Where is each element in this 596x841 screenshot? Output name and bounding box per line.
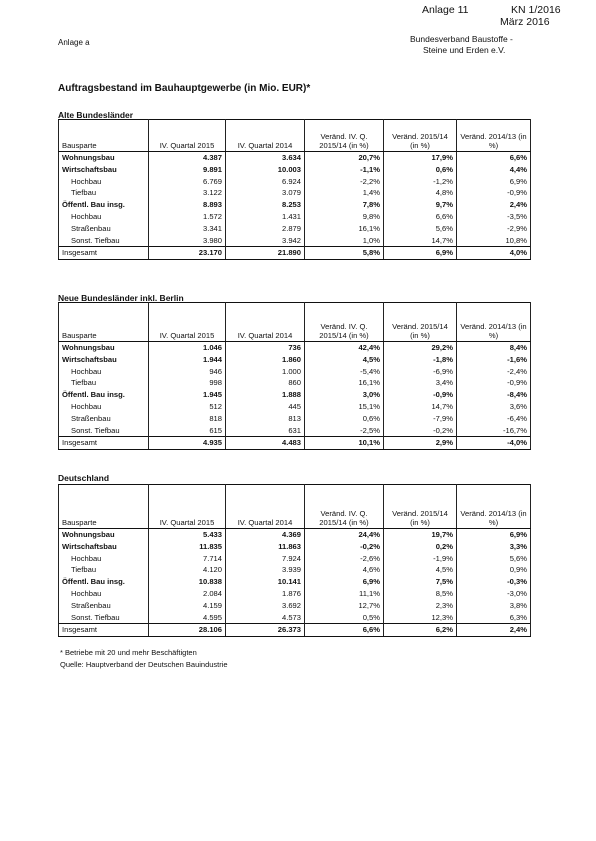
column-header: IV. Quartal 2014: [226, 485, 305, 529]
table-row: [59, 541, 531, 553]
table-row: [59, 588, 531, 600]
value-cell: -2,5%: [305, 425, 384, 437]
value-cell: -1,8%: [384, 354, 457, 366]
column-header: Bausparte: [59, 303, 149, 342]
value-cell: -2,2%: [305, 176, 384, 188]
value-cell: 3.122: [149, 187, 226, 199]
table-row: [59, 425, 531, 437]
column-header: IV. Quartal 2015: [149, 120, 226, 152]
value-cell: 0,2%: [384, 541, 457, 553]
row-label: Hochbau: [59, 401, 149, 413]
value-cell: 3.692: [226, 600, 305, 612]
value-cell: -0,9%: [457, 187, 531, 199]
value-cell: 3,8%: [457, 600, 531, 612]
row-label: Straßenbau: [59, 223, 149, 235]
value-cell: 1.431: [226, 211, 305, 223]
value-cell: 24,4%: [305, 529, 384, 541]
value-cell: 5.433: [149, 529, 226, 541]
value-cell: -0,9%: [457, 377, 531, 389]
table-row: [59, 187, 531, 199]
row-label: Öffentl. Bau insg.: [59, 389, 149, 401]
value-cell: 6,6%: [384, 211, 457, 223]
column-header: Veränd. IV. Q. 2015/14 (in %): [305, 303, 384, 342]
annex-number: Anlage 11: [422, 4, 469, 16]
value-cell: -5,4%: [305, 366, 384, 378]
value-cell: 3,4%: [384, 377, 457, 389]
column-header: Veränd. 2014/13 (in %): [457, 303, 531, 342]
row-label: Insgesamt: [59, 247, 149, 260]
value-cell: 3.939: [226, 564, 305, 576]
column-header: Veränd. IV. Q. 2015/14 (in %): [305, 120, 384, 152]
value-cell: -2,6%: [305, 553, 384, 565]
column-header: IV. Quartal 2014: [226, 120, 305, 152]
value-cell: 1.888: [226, 389, 305, 401]
value-cell: 10.838: [149, 576, 226, 588]
column-header: Veränd. 2015/14 (in %): [384, 485, 457, 529]
value-cell: 28.106: [149, 624, 226, 637]
value-cell: -6,4%: [457, 413, 531, 425]
value-cell: 8,5%: [384, 588, 457, 600]
value-cell: -0,2%: [305, 541, 384, 553]
value-cell: 8.253: [226, 199, 305, 211]
table-header-row: [59, 485, 531, 529]
value-cell: 0,5%: [305, 612, 384, 624]
table-alte-bundeslaender: [58, 119, 531, 260]
value-cell: 1.046: [149, 342, 226, 354]
value-cell: 4.159: [149, 600, 226, 612]
row-label: Straßenbau: [59, 413, 149, 425]
value-cell: 21.890: [226, 247, 305, 260]
value-cell: 5,8%: [305, 247, 384, 260]
document-date: März 2016: [500, 16, 550, 28]
value-cell: 4,8%: [384, 187, 457, 199]
table-header-row: [59, 303, 531, 342]
section-title-neue-bundeslaender: Neue Bundesländer inkl. Berlin: [58, 293, 184, 303]
value-cell: 10,1%: [305, 437, 384, 450]
value-cell: 4.595: [149, 612, 226, 624]
value-cell: 813: [226, 413, 305, 425]
table-row: [59, 564, 531, 576]
value-cell: -6,9%: [384, 366, 457, 378]
value-cell: 9,8%: [305, 211, 384, 223]
table-row: [59, 342, 531, 354]
value-cell: 6,3%: [457, 612, 531, 624]
value-cell: -16,7%: [457, 425, 531, 437]
value-cell: 4.120: [149, 564, 226, 576]
value-cell: 2.084: [149, 588, 226, 600]
value-cell: 9,7%: [384, 199, 457, 211]
value-cell: -2,4%: [457, 366, 531, 378]
table-row: [59, 366, 531, 378]
row-label: Wohnungsbau: [59, 529, 149, 541]
value-cell: 2,9%: [384, 437, 457, 450]
value-cell: 16,1%: [305, 223, 384, 235]
table-row: [59, 389, 531, 401]
organization-line-1: Bundesverband Baustoffe -: [410, 34, 513, 44]
value-cell: 4,0%: [457, 247, 531, 260]
table-row: [59, 235, 531, 247]
value-cell: 0,9%: [457, 564, 531, 576]
value-cell: 4,5%: [305, 354, 384, 366]
table-row: [59, 413, 531, 425]
table-row: [59, 223, 531, 235]
row-label: Sonst. Tiefbau: [59, 235, 149, 247]
value-cell: 6,9%: [457, 176, 531, 188]
value-cell: 946: [149, 366, 226, 378]
value-cell: 4.387: [149, 152, 226, 164]
row-label: Wohnungsbau: [59, 342, 149, 354]
row-label: Insgesamt: [59, 437, 149, 450]
value-cell: 5,6%: [457, 553, 531, 565]
row-label: Hochbau: [59, 366, 149, 378]
value-cell: 14,7%: [384, 235, 457, 247]
value-cell: -3,0%: [457, 588, 531, 600]
value-cell: 20,7%: [305, 152, 384, 164]
value-cell: 1.860: [226, 354, 305, 366]
page-title: Auftragsbestand im Bauhauptgewerbe (in Mio. EUR)*: [58, 83, 311, 94]
row-label: Wirtschaftsbau: [59, 354, 149, 366]
table-row: [59, 576, 531, 588]
row-label: Öffentl. Bau insg.: [59, 199, 149, 211]
value-cell: 998: [149, 377, 226, 389]
value-cell: 5,6%: [384, 223, 457, 235]
value-cell: -3,5%: [457, 211, 531, 223]
table-row: [59, 553, 531, 565]
value-cell: -4,0%: [457, 437, 531, 450]
value-cell: 1.572: [149, 211, 226, 223]
value-cell: 16,1%: [305, 377, 384, 389]
value-cell: 0,6%: [384, 164, 457, 176]
value-cell: 26.373: [226, 624, 305, 637]
value-cell: 12,3%: [384, 612, 457, 624]
value-cell: 2,3%: [384, 600, 457, 612]
value-cell: 6,9%: [305, 576, 384, 588]
row-label: Tiefbau: [59, 377, 149, 389]
value-cell: 3.079: [226, 187, 305, 199]
row-label: Insgesamt: [59, 624, 149, 637]
value-cell: 6,9%: [384, 247, 457, 260]
table-header-row: [59, 120, 531, 152]
value-cell: 4.573: [226, 612, 305, 624]
value-cell: 1,4%: [305, 187, 384, 199]
value-cell: 1.945: [149, 389, 226, 401]
value-cell: 11,1%: [305, 588, 384, 600]
value-cell: 8,4%: [457, 342, 531, 354]
row-label: Wirtschaftsbau: [59, 164, 149, 176]
value-cell: 1.000: [226, 366, 305, 378]
row-label: Hochbau: [59, 553, 149, 565]
value-cell: 10,8%: [457, 235, 531, 247]
value-cell: 1.944: [149, 354, 226, 366]
value-cell: 860: [226, 377, 305, 389]
table-row: [59, 600, 531, 612]
value-cell: -0,3%: [457, 576, 531, 588]
value-cell: -2,9%: [457, 223, 531, 235]
value-cell: 42,4%: [305, 342, 384, 354]
table-row: [59, 612, 531, 624]
column-header: Veränd. IV. Q. 2015/14 (in %): [305, 485, 384, 529]
value-cell: 17,9%: [384, 152, 457, 164]
value-cell: 0,6%: [305, 413, 384, 425]
value-cell: 3,6%: [457, 401, 531, 413]
value-cell: 8.893: [149, 199, 226, 211]
value-cell: 2.879: [226, 223, 305, 235]
column-header: IV. Quartal 2015: [149, 485, 226, 529]
value-cell: -1,6%: [457, 354, 531, 366]
row-label: Tiefbau: [59, 187, 149, 199]
table-row: [59, 152, 531, 164]
value-cell: -1,9%: [384, 553, 457, 565]
value-cell: -1,1%: [305, 164, 384, 176]
row-label: Hochbau: [59, 588, 149, 600]
column-header: Veränd. 2015/14 (in %): [384, 120, 457, 152]
value-cell: 4,4%: [457, 164, 531, 176]
table-row: [59, 354, 531, 366]
value-cell: 29,2%: [384, 342, 457, 354]
value-cell: 4,6%: [305, 564, 384, 576]
value-cell: 15,1%: [305, 401, 384, 413]
column-header: Veränd. 2015/14 (in %): [384, 303, 457, 342]
value-cell: 736: [226, 342, 305, 354]
annex-label: Anlage a: [58, 38, 90, 47]
row-label: Tiefbau: [59, 564, 149, 576]
value-cell: -8,4%: [457, 389, 531, 401]
row-label: Öffentl. Bau insg.: [59, 576, 149, 588]
section-title-alte-bundeslaender: Alte Bundesländer: [58, 110, 134, 120]
row-label: Hochbau: [59, 176, 149, 188]
row-label: Straßenbau: [59, 600, 149, 612]
section-title-deutschland: Deutschland: [58, 473, 110, 483]
value-cell: 6.924: [226, 176, 305, 188]
value-cell: 4.483: [226, 437, 305, 450]
table-row: [59, 377, 531, 389]
value-cell: 3.634: [226, 152, 305, 164]
value-cell: 9.891: [149, 164, 226, 176]
value-cell: 1.876: [226, 588, 305, 600]
value-cell: 6,2%: [384, 624, 457, 637]
value-cell: 445: [226, 401, 305, 413]
column-header: Veränd. 2014/13 (in %): [457, 120, 531, 152]
value-cell: 6.769: [149, 176, 226, 188]
value-cell: -7,9%: [384, 413, 457, 425]
value-cell: 11.863: [226, 541, 305, 553]
value-cell: 3.980: [149, 235, 226, 247]
value-cell: 19,7%: [384, 529, 457, 541]
table-row: [59, 176, 531, 188]
value-cell: 6,6%: [305, 624, 384, 637]
value-cell: 3.341: [149, 223, 226, 235]
value-cell: 14,7%: [384, 401, 457, 413]
table-deutschland: [58, 484, 531, 637]
value-cell: 23.170: [149, 247, 226, 260]
value-cell: 7.714: [149, 553, 226, 565]
document-code: KN 1/2016: [511, 4, 561, 16]
value-cell: 12,7%: [305, 600, 384, 612]
value-cell: 631: [226, 425, 305, 437]
value-cell: 7,5%: [384, 576, 457, 588]
value-cell: -1,2%: [384, 176, 457, 188]
value-cell: 1,0%: [305, 235, 384, 247]
total-row: [59, 437, 531, 450]
table-row: [59, 199, 531, 211]
value-cell: 3,3%: [457, 541, 531, 553]
row-label: Sonst. Tiefbau: [59, 425, 149, 437]
value-cell: 10.141: [226, 576, 305, 588]
total-row: [59, 624, 531, 637]
value-cell: -0,9%: [384, 389, 457, 401]
value-cell: 4.935: [149, 437, 226, 450]
total-row: [59, 247, 531, 260]
value-cell: 818: [149, 413, 226, 425]
column-header: IV. Quartal 2015: [149, 303, 226, 342]
value-cell: 7.924: [226, 553, 305, 565]
column-header: Bausparte: [59, 485, 149, 529]
value-cell: 6,9%: [457, 529, 531, 541]
value-cell: 11.835: [149, 541, 226, 553]
table-row: [59, 401, 531, 413]
column-header: Bausparte: [59, 120, 149, 152]
organization-line-2: Steine und Erden e.V.: [423, 45, 506, 55]
row-label: Sonst. Tiefbau: [59, 612, 149, 624]
footnote-employees: * Betriebe mit 20 und mehr Beschäftigten: [60, 648, 197, 657]
row-label: Wohnungsbau: [59, 152, 149, 164]
row-label: Hochbau: [59, 211, 149, 223]
value-cell: 2,4%: [457, 199, 531, 211]
value-cell: -0,2%: [384, 425, 457, 437]
table-row: [59, 164, 531, 176]
value-cell: 2,4%: [457, 624, 531, 637]
value-cell: 7,8%: [305, 199, 384, 211]
table-row: [59, 211, 531, 223]
value-cell: 6,6%: [457, 152, 531, 164]
column-header: Veränd. 2014/13 (in %): [457, 485, 531, 529]
value-cell: 512: [149, 401, 226, 413]
value-cell: 615: [149, 425, 226, 437]
table-row: [59, 529, 531, 541]
footnote-source: Quelle: Hauptverband der Deutschen Bauindustrie: [60, 660, 228, 669]
column-header: IV. Quartal 2014: [226, 303, 305, 342]
value-cell: 3.942: [226, 235, 305, 247]
value-cell: 4,5%: [384, 564, 457, 576]
row-label: Wirtschaftsbau: [59, 541, 149, 553]
value-cell: 3,0%: [305, 389, 384, 401]
table-neue-bundeslaender: [58, 302, 531, 450]
value-cell: 10.003: [226, 164, 305, 176]
value-cell: 4.369: [226, 529, 305, 541]
